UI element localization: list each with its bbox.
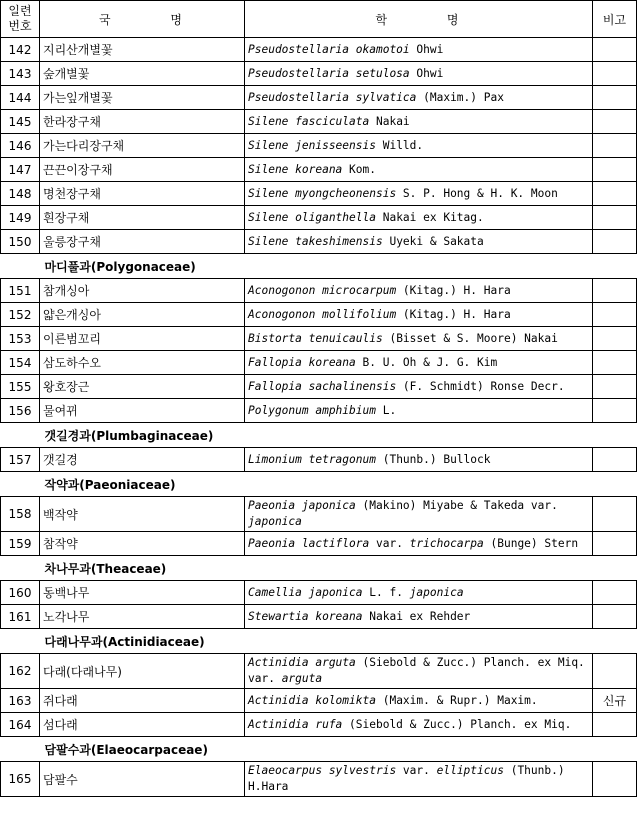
korean-name: 얇은개싱아 <box>40 303 245 327</box>
note-cell <box>593 605 637 629</box>
scientific-name-author: (Makino) Miyabe & Takeda var. <box>355 499 558 512</box>
note-cell <box>593 62 637 86</box>
scientific-name-author: Nakai <box>369 114 410 128</box>
scientific-name <box>245 182 593 206</box>
table-row <box>1 713 637 737</box>
scientific-name-author: (Siebold & Zucc.) Planch. ex Miq. var. <box>248 656 585 685</box>
scientific-name-italic: Pseudostellaria setulosa <box>248 66 410 80</box>
scientific-name-italic: Actinidia rufa <box>248 717 343 731</box>
korean-name: 숲개별꽃 <box>40 62 245 86</box>
note-cell <box>593 110 637 134</box>
serial-number: 151 <box>1 279 40 303</box>
table-row <box>1 581 637 605</box>
scientific-name-italic: Paeonia japonica <box>248 499 356 512</box>
scientific-name-italic: Camellia japonica <box>248 585 363 599</box>
note-cell <box>593 134 637 158</box>
korean-name: 흰장구채 <box>40 206 245 230</box>
scientific-name-author: (Siebold & Zucc.) Planch. ex Miq. <box>342 717 572 731</box>
serial-number: 149 <box>1 206 40 230</box>
scientific-name-author: L. f. <box>362 585 410 599</box>
scientific-name-author: var. <box>396 764 437 777</box>
serial-number: 161 <box>1 605 40 629</box>
table-row <box>1 38 637 62</box>
scientific-name <box>245 86 593 110</box>
family-heading: 마디풀과(Polygonaceae) <box>44 259 196 274</box>
note-cell <box>593 762 637 797</box>
scientific-name-italic: japonica <box>409 585 464 599</box>
scientific-name-author: Ohwi <box>409 66 444 80</box>
korean-name: 왕호장근 <box>40 375 245 399</box>
table-row <box>1 182 637 206</box>
serial-number: 157 <box>1 448 40 472</box>
scientific-name-italic: arguta <box>281 672 323 685</box>
scientific-name-italic: Silene fasciculata <box>248 114 370 128</box>
family-heading-row <box>1 556 637 581</box>
note-cell <box>593 327 637 351</box>
table-row <box>1 762 637 797</box>
note-cell <box>593 158 637 182</box>
scientific-name-author: (Bisset & S. Moore) Nakai <box>382 331 558 345</box>
scientific-name-author: (Thunb.) H.Hara <box>248 764 565 793</box>
note-cell <box>593 206 637 230</box>
korean-name: 담팔수 <box>40 762 245 797</box>
scientific-name-italic: Actinidia kolomikta <box>248 693 376 707</box>
table-row <box>1 399 637 423</box>
scientific-name <box>245 713 593 737</box>
scientific-name-italic: Stewartia koreana <box>248 609 363 623</box>
note-cell <box>593 375 637 399</box>
serial-number: 155 <box>1 375 40 399</box>
korean-name: 백작약 <box>40 497 245 532</box>
family-heading-row <box>1 423 637 448</box>
korean-name: 삼도하수오 <box>40 351 245 375</box>
table-row <box>1 654 637 689</box>
serial-number: 142 <box>1 38 40 62</box>
scientific-name-author: Ohwi <box>409 42 444 56</box>
korean-name: 물여뀌 <box>40 399 245 423</box>
scientific-name <box>245 206 593 230</box>
korean-name: 다래(다래나무) <box>40 654 245 689</box>
scientific-name <box>245 351 593 375</box>
scientific-name-italic: Pseudostellaria okamotoi <box>248 42 410 56</box>
serial-number: 153 <box>1 327 40 351</box>
note-cell <box>593 713 637 737</box>
serial-number: 163 <box>1 689 40 713</box>
table-row <box>1 158 637 182</box>
serial-number: 150 <box>1 230 40 254</box>
header-serial-no <box>1 1 40 38</box>
serial-number: 152 <box>1 303 40 327</box>
scientific-name-italic: Silene myongcheonensis <box>248 186 397 200</box>
scientific-name-author: (Bunge) Stern <box>483 536 579 550</box>
korean-name: 명천장구채 <box>40 182 245 206</box>
korean-name: 갯길경 <box>40 448 245 472</box>
note-cell <box>593 351 637 375</box>
scientific-name <box>245 327 593 351</box>
scientific-name <box>245 689 593 713</box>
scientific-name-italic: Aconogonon mollifolium <box>248 307 397 321</box>
korean-name: 이른범꼬리 <box>40 327 245 351</box>
scientific-name-author: S. P. Hong & H. K. Moon <box>396 186 558 200</box>
scientific-name <box>245 303 593 327</box>
scientific-name-author: (Kitag.) H. Hara <box>396 283 511 297</box>
scientific-name-italic: Bistorta tenuicaulis <box>248 331 383 345</box>
note-cell <box>593 86 637 110</box>
header-serial-no-line1: 일련 <box>8 4 32 18</box>
note-cell <box>593 448 637 472</box>
scientific-name <box>245 762 593 797</box>
family-heading-row <box>1 254 637 279</box>
table-row <box>1 230 637 254</box>
serial-number: 143 <box>1 62 40 86</box>
table-row <box>1 134 637 158</box>
note-cell <box>593 38 637 62</box>
scientific-name-italic: Fallopia koreana <box>248 355 356 369</box>
family-heading-row <box>1 472 637 497</box>
note-cell <box>593 279 637 303</box>
header-scientific-name: 학 명 <box>245 1 593 38</box>
scientific-name-italic: Elaeocarpus sylvestris <box>248 764 397 777</box>
scientific-name <box>245 399 593 423</box>
note-cell: 신규 <box>593 689 637 713</box>
scientific-name-author: Willd. <box>375 138 424 152</box>
note-cell <box>593 182 637 206</box>
family-heading-row <box>1 737 637 762</box>
table-row <box>1 86 637 110</box>
scientific-name-italic: Polygonum amphibium <box>248 403 376 417</box>
korean-name: 참작약 <box>40 532 245 556</box>
scientific-name-author: (Thunb.) Bullock <box>375 452 491 466</box>
note-cell <box>593 230 637 254</box>
serial-number: 147 <box>1 158 40 182</box>
scientific-name-author: (Maxim. & Rupr.) Maxim. <box>375 693 538 707</box>
note-cell <box>593 497 637 532</box>
korean-name: 가는잎개별꽃 <box>40 86 245 110</box>
note-cell <box>593 532 637 556</box>
scientific-name <box>245 605 593 629</box>
korean-name: 가는다리장구채 <box>40 134 245 158</box>
scientific-name-italic: Paeonia lactiflora <box>248 536 370 550</box>
scientific-name-author: Nakai ex Kitag. <box>375 210 484 224</box>
serial-number: 165 <box>1 762 40 797</box>
family-heading: 담팔수과(Elaeocarpaceae) <box>44 742 208 757</box>
table-row <box>1 497 637 532</box>
table-row <box>1 689 637 713</box>
serial-number: 148 <box>1 182 40 206</box>
korean-name: 울릉장구채 <box>40 230 245 254</box>
scientific-name-author: (Maxim.) Pax <box>416 90 504 104</box>
note-cell <box>593 399 637 423</box>
serial-number: 159 <box>1 532 40 556</box>
table-row <box>1 605 637 629</box>
serial-number: 146 <box>1 134 40 158</box>
scientific-name-author: Nakai ex Rehder <box>362 609 471 623</box>
scientific-name <box>245 158 593 182</box>
scientific-name-author: Uyeki & Sakata <box>382 234 484 248</box>
table-row <box>1 110 637 134</box>
table-row <box>1 279 637 303</box>
scientific-name-italic: Limonium tetragonum <box>248 452 376 466</box>
header-korean-name: 국 명 <box>40 1 245 38</box>
scientific-name <box>245 38 593 62</box>
scientific-name-italic: Aconogonon microcarpum <box>248 283 397 297</box>
table-row <box>1 303 637 327</box>
scientific-name-author: L. <box>375 403 397 417</box>
table-row <box>1 375 637 399</box>
scientific-name-author: (Kitag.) H. Hara <box>396 307 511 321</box>
scientific-name <box>245 134 593 158</box>
note-cell <box>593 303 637 327</box>
scientific-name <box>245 230 593 254</box>
scientific-name-italic: Pseudostellaria sylvatica <box>248 90 417 104</box>
scientific-name <box>245 581 593 605</box>
header-serial-no-line2: 번호 <box>8 19 32 33</box>
family-heading: 작약과(Paeoniaceae) <box>44 477 176 492</box>
table-row <box>1 206 637 230</box>
scientific-name <box>245 62 593 86</box>
scientific-name <box>245 279 593 303</box>
serial-number: 158 <box>1 497 40 532</box>
table-row <box>1 327 637 351</box>
scientific-name-author: var. <box>369 536 410 550</box>
scientific-name-italic: Fallopia sachalinensis <box>248 379 397 393</box>
korean-name: 섬다래 <box>40 713 245 737</box>
table-row <box>1 532 637 556</box>
scientific-name <box>245 110 593 134</box>
korean-name: 동백나무 <box>40 581 245 605</box>
family-heading: 차나무과(Theaceae) <box>44 561 167 576</box>
scientific-name <box>245 654 593 689</box>
table-row <box>1 351 637 375</box>
serial-number: 160 <box>1 581 40 605</box>
korean-name: 쥐다래 <box>40 689 245 713</box>
note-cell <box>593 581 637 605</box>
scientific-name <box>245 375 593 399</box>
scientific-name-italic: ellipticus <box>436 764 504 777</box>
family-heading-row <box>1 629 637 654</box>
scientific-name-italic: Silene takeshimensis <box>248 234 383 248</box>
serial-number: 162 <box>1 654 40 689</box>
scientific-name-italic: trichocarpa <box>409 536 484 550</box>
serial-number: 154 <box>1 351 40 375</box>
table-header-row <box>1 1 637 38</box>
scientific-name-italic: Silene koreana <box>248 162 343 176</box>
korean-name: 지리산개별꽃 <box>40 38 245 62</box>
korean-name: 노각나무 <box>40 605 245 629</box>
scientific-name <box>245 532 593 556</box>
scientific-name-author: B. U. Oh & J. G. Kim <box>355 355 498 369</box>
table-row <box>1 448 637 472</box>
scientific-name-italic: Silene jenisseensis <box>248 138 376 152</box>
scientific-name-author: (F. Schmidt) Ronse Decr. <box>396 379 565 393</box>
header-note: 비고 <box>593 1 637 38</box>
scientific-name-italic: Actinidia arguta <box>248 656 356 669</box>
korean-name: 참개싱아 <box>40 279 245 303</box>
family-heading: 갯길경과(Plumbaginaceae) <box>44 428 214 443</box>
family-heading: 다래나무과(Actinidiaceae) <box>44 634 205 649</box>
scientific-name-italic: Silene oliganthella <box>248 210 376 224</box>
serial-number: 144 <box>1 86 40 110</box>
scientific-name <box>245 497 593 532</box>
korean-name: 한라장구채 <box>40 110 245 134</box>
serial-number: 156 <box>1 399 40 423</box>
serial-number: 145 <box>1 110 40 134</box>
table-row <box>1 62 637 86</box>
note-cell <box>593 654 637 689</box>
serial-number: 164 <box>1 713 40 737</box>
korean-name: 끈끈이장구채 <box>40 158 245 182</box>
scientific-name <box>245 448 593 472</box>
scientific-name-italic: japonica <box>248 515 302 528</box>
scientific-name-author: Kom. <box>342 162 376 176</box>
